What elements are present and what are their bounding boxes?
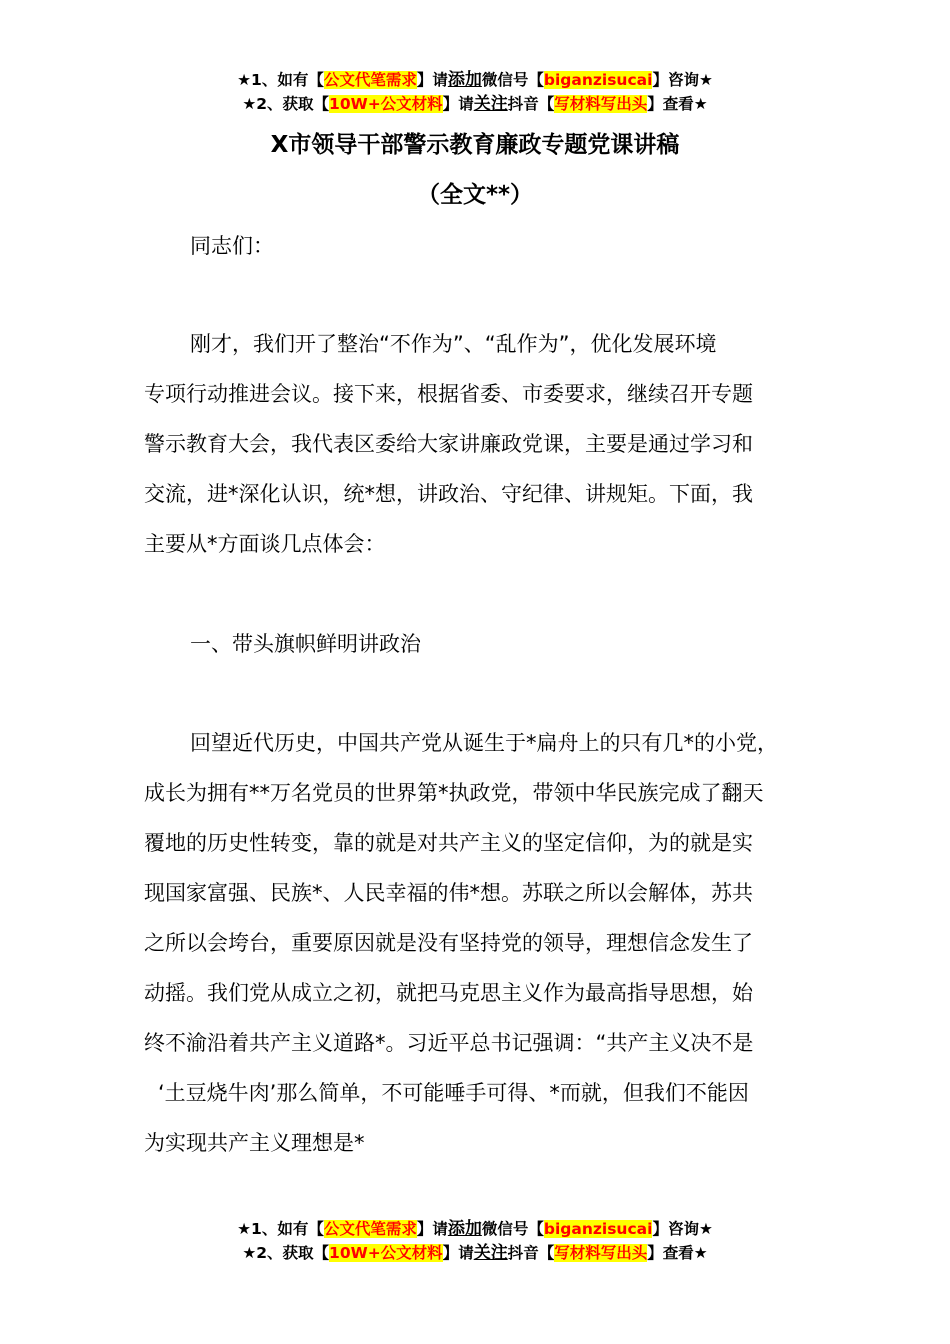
banner-highlight-douyin-id: 写材料写出头 <box>554 95 648 113</box>
banner-text: 】查看★ <box>647 1244 708 1262</box>
banner-highlight-service: 公文代笔需求 <box>323 1220 417 1238</box>
banner-highlight-materials: 10W+公文材料 <box>329 1244 443 1262</box>
banner-line-2 <box>0 1241 950 1265</box>
banner-underline-follow: 关注 <box>473 94 508 114</box>
header-banner <box>0 68 950 116</box>
banner-highlight-wechat-id: biganzisucai <box>543 71 653 89</box>
paragraph-line: ‘土豆烧牛肉’那么简单，不可能唾手可得、*而就，但我们不能因 <box>158 1081 749 1105</box>
banner-text: ★1、如有【 <box>237 1220 324 1238</box>
paragraph-section-1 <box>144 718 834 1168</box>
banner-underline-add: 添加 <box>447 1219 482 1239</box>
paragraph-line: 专项行动推进会议。接下来，根据省委、市委要求，继续召开专题 <box>144 382 753 406</box>
paragraph-line: 之所以会垮台，重要原因就是没有坚持党的领导，理想信念发生了 <box>144 931 753 955</box>
paragraph-line: 现国家富强、民族*、人民幸福的伟*想。苏联之所以会解体，苏共 <box>144 881 753 905</box>
paragraph-line: 警示教育大会，我代表区委给大家讲廉政党课，主要是通过学习和 <box>144 432 753 456</box>
paragraph-line: 回望近代历史，中国共产党从诞生于*扁舟上的只有几*的小党， <box>190 731 778 755</box>
banner-underline-follow: 关注 <box>473 1243 508 1263</box>
banner-text: 】请 <box>442 95 474 113</box>
banner-text: 】请 <box>416 1220 448 1238</box>
banner-text: 微信号【 <box>481 1220 544 1238</box>
banner-highlight-wechat-id: biganzisucai <box>543 1220 653 1238</box>
banner-text: 微信号【 <box>481 71 544 89</box>
paragraph-line: 终不渝沿着共产主义道路*。习近平总书记强调：“共产主义决不是 <box>144 1031 754 1055</box>
banner-text: ★2、获取【 <box>242 1244 330 1262</box>
document-title: X市领导干部警示教育廉政专题党课讲稿 <box>270 132 680 158</box>
paragraph-line: 主要从*方面谈几点体会： <box>144 532 386 556</box>
banner-text: ★1、如有【 <box>237 71 324 89</box>
banner-highlight-douyin-id: 写材料写出头 <box>554 1244 648 1262</box>
document-subtitle: （全文**） <box>416 182 534 208</box>
paragraph-line: 交流，进*深化认识，统*想，讲政治、守纪律、讲规矩。下面，我 <box>144 482 753 506</box>
banner-line-1 <box>0 68 950 92</box>
banner-text: ★2、获取【 <box>242 95 330 113</box>
banner-highlight-service: 公文代笔需求 <box>323 71 417 89</box>
banner-text: 】查看★ <box>647 95 708 113</box>
section-heading-1 <box>144 619 834 669</box>
greeting-text: 同志们： <box>190 234 274 258</box>
paragraph-line: 为实现共产主义理想是* <box>144 1131 365 1155</box>
section-heading-text: 一、带头旗帜鲜明讲政治 <box>190 632 421 656</box>
banner-text: 】咨询★ <box>652 1220 713 1238</box>
greeting <box>144 221 834 271</box>
banner-line-1 <box>0 1217 950 1241</box>
paragraph-intro <box>144 319 834 569</box>
paragraph-line: 动摇。我们党从成立之初，就把马克思主义作为最高指导思想，始 <box>144 981 753 1005</box>
footer-banner <box>0 1217 950 1265</box>
banner-text: 抖音【 <box>507 95 555 113</box>
banner-line-2 <box>0 92 950 116</box>
banner-text: 抖音【 <box>507 1244 555 1262</box>
banner-text: 】请 <box>416 71 448 89</box>
paragraph-line: 成长为拥有**万名党员的世界第*执政党，带领中华民族完成了翻天 <box>144 781 764 805</box>
paragraph-line: 刚才，我们开了整治“不作为”、“乱作为”，优化发展环境 <box>190 332 717 356</box>
banner-text: 】请 <box>442 1244 474 1262</box>
banner-highlight-materials: 10W+公文材料 <box>329 95 443 113</box>
banner-text: 】咨询★ <box>652 71 713 89</box>
paragraph-line: 覆地的历史性转变，靠的就是对共产主义的坚定信仰，为的就是实 <box>144 831 753 855</box>
banner-underline-add: 添加 <box>447 70 482 90</box>
